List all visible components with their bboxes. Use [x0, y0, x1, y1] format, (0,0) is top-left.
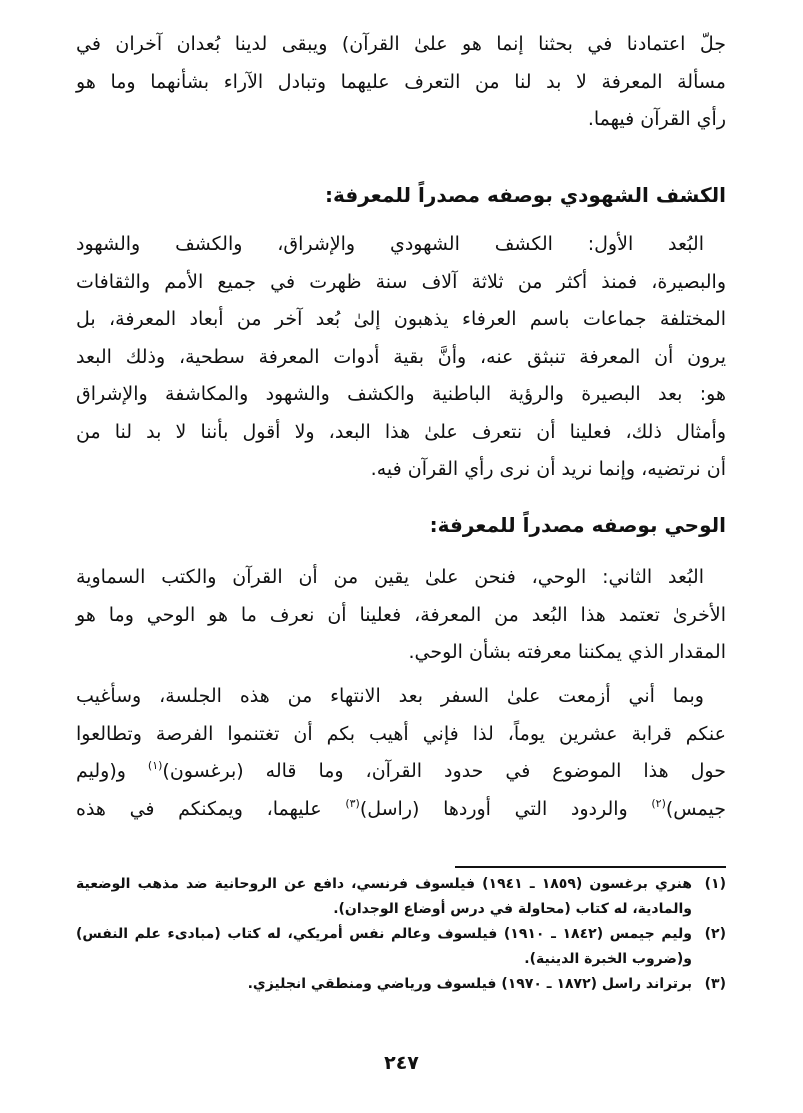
- footnote-line: وليم جيمس (١٨٤٢ ـ ١٩١٠) فيلسوف وعالم نفس أمريكي، له كتاب (مبادىء علم النفس): [76, 926, 692, 942]
- text-line: هو: بعد البصيرة والرؤية الباطنية والكشف والشهود والمكاشفة والإشراق: [76, 383, 726, 405]
- text-line: رأي القرآن فيهما.: [587, 108, 726, 130]
- text-line: مسألة المعرفة لا بد لنا من التعرف عليهما وتبادل الآراء بشأنهما وما هو: [76, 70, 726, 93]
- text-line: والبصيرة، فمنذ أكثر من ثلاثة آلاف سنة ظهرت في جميع الأمم والثقافات: [76, 270, 726, 293]
- footnote-number: (٢): [704, 926, 726, 942]
- footnote-number: (٣): [704, 976, 726, 992]
- text-segment: جيمس): [665, 797, 726, 820]
- text-line: المقدار الذي يمكننا معرفته بشأن الوحي.: [408, 641, 726, 663]
- footnote-ref-2[interactable]: (٢): [651, 796, 666, 810]
- text-segment: والردود التي أوردها (راسل): [359, 797, 652, 820]
- text-line: وبما أني أزمعت علىٰ السفر بعد الانتهاء من هذه الجلسة، وسأغيب: [76, 685, 704, 707]
- text-line: الأخرىٰ تعتمد هذا البُعد من المعرفة، فعلينا أن نعرف ما هو الوحي وما هو: [76, 603, 726, 626]
- footnote-line: والمادية، له كتاب (محاولة في درس أوضاع الوجدان).: [333, 901, 692, 917]
- text-line: عنكم قرابة عشرين يوماً، لذا فإني أهيب بكم أن تغتنموا الفرصة وتطالعوا: [76, 722, 726, 745]
- text-segment: و(وليم: [76, 760, 148, 782]
- text-segment: عليهما، ويمكنكم في هذه: [76, 797, 346, 820]
- text-line: البُعد الأول: الكشف الشهودي والإشراق، والكشف والشهود: [76, 233, 704, 255]
- paragraph-1: [76, 26, 726, 139]
- footnote-3: [76, 972, 726, 997]
- text-line: أن نرتضيه، وإنما نريد أن نرى رأي القرآن فيه.: [370, 458, 726, 480]
- footnote-ref-1[interactable]: (١): [147, 759, 163, 772]
- footnote-line: هنري برغسون (١٨٥٩ ـ ١٩٤١) فيلسوف فرنسي، دافع عن الروحانية ضد مذهب الوضعية: [76, 876, 692, 892]
- text-line: جلّ اعتمادنا في بحثنا إنما هو علىٰ القرآن) ويبقى لدينا بُعدان آخران في: [76, 33, 726, 55]
- footnote-divider: [455, 866, 726, 868]
- paragraph-2: [76, 226, 726, 489]
- text-line: وأمثال ذلك، فعلينا أن نتعرف علىٰ هذا البعد، ولا أقول بأننا لا بد لنا من: [76, 420, 726, 443]
- text-line: المختلفة جماعات باسم العرفاء يذهبون إلىٰ بُعد آخر من أبعاد المعرفة، بل: [76, 308, 726, 330]
- paragraph-3: [76, 559, 726, 672]
- text-line: [76, 791, 726, 829]
- paragraph-4: [76, 678, 726, 828]
- text-line: يرون أن المعرفة تنبثق عنه، وأنَّ بقية أدوات المعرفة سطحية، وذلك البعد: [76, 345, 726, 368]
- footnotes: [76, 872, 726, 997]
- footnote-1: [76, 872, 726, 922]
- footnote-line: و(ضروب الخبرة الدينية).: [524, 951, 692, 967]
- footnote-ref-3[interactable]: (٣): [345, 796, 360, 810]
- footnote-2: [76, 922, 726, 972]
- text-line: البُعد الثاني: الوحي، فنحن علىٰ يقين من أن القرآن والكتب السماوية: [76, 566, 704, 588]
- page-number: ٢٤٧: [384, 1052, 419, 1074]
- footnote-line: برتراند راسل (١٨٧٢ ـ ١٩٧٠) فيلسوف ورياضي ومنطقي انجليزي.: [247, 976, 692, 992]
- text-line: [76, 753, 726, 791]
- text-segment: حول هذا الموضوع في حدود القرآن، وما قاله (برغسون): [162, 760, 726, 782]
- footnote-number: (١): [704, 876, 726, 892]
- section-heading-mystical-unveiling: الكشف الشهودي بوصفه مصدراً للمعرفة:: [324, 183, 726, 207]
- section-heading-revelation: الوحي بوصفه مصدراً للمعرفة:: [429, 513, 726, 537]
